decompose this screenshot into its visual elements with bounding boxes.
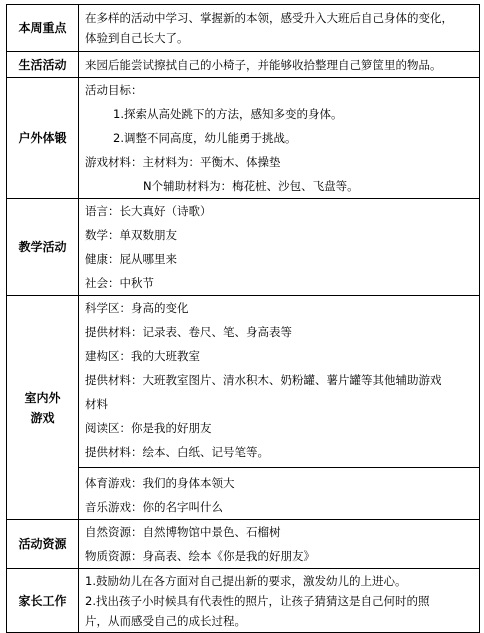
row-teaching-activities — [7, 199, 480, 296]
row-daily-life — [7, 52, 480, 78]
label-teaching-activities: 教学活动 — [7, 199, 79, 296]
row-indoor-outdoor-games — [7, 296, 480, 520]
label-activity-resources: 活动资源 — [7, 520, 79, 569]
label-outdoor-exercise: 户外体锻 — [7, 78, 79, 199]
area-line: 提供材料：记录表、卷尺、笔、身高表等 — [85, 325, 292, 339]
focus-line: 在多样的活动中学习、掌握新的本领，感受升入大班后自己身体的变化， — [85, 11, 453, 25]
label-daily-life: 生活活动 — [7, 52, 79, 78]
row-weekly-focus — [7, 5, 480, 52]
parent-line: 2.找出孩子小时候具有代表性的照片，让孩子猜猜这是自己何时的照 — [85, 593, 430, 608]
teaching-item: 健康：屁从哪里来 — [85, 252, 177, 266]
content-parent-work — [79, 569, 480, 633]
label-weekly-focus: 本周重点 — [7, 5, 79, 52]
area-line: 材料 — [85, 397, 108, 411]
teaching-item: 社会：中秋节 — [85, 276, 154, 290]
area-line: 建构区：我的大班教室 — [85, 349, 200, 363]
goal-item: 2.调整不同高度，幼儿能勇于挑战。 — [113, 131, 297, 145]
label-parent-work: 家长工作 — [7, 569, 79, 633]
music-game-line: 音乐游戏：你的名字叫什么 — [85, 500, 223, 514]
row-parent-work — [7, 569, 480, 633]
label-indoor-outdoor-games — [7, 296, 79, 520]
content-daily-life — [79, 52, 480, 78]
content-weekly-focus — [79, 5, 480, 52]
parent-line: 1.鼓励幼儿在各方面对自己提出新的要求，激发幼儿的上进心。 — [85, 573, 407, 588]
area-line: 提供材料：大班教室图片、清水积木、奶粉罐、薯片罐等其他辅助游戏 — [85, 373, 442, 387]
games-label-line: 游戏 — [30, 410, 55, 425]
goal-title: 活动目标： — [85, 83, 143, 97]
resource-item: 自然资源：自然博物馆中景色、石榴树 — [85, 525, 281, 539]
row-outdoor-exercise — [7, 78, 480, 199]
teaching-item: 语言：长大真好（诗歌） — [85, 204, 212, 218]
sports-game-line: 体育游戏：我们的身体本领大 — [85, 476, 235, 490]
sports-music-games — [79, 467, 479, 519]
area-line: 提供材料：绘本、白纸、记号笔等。 — [85, 445, 269, 459]
content-activity-resources — [79, 520, 480, 569]
content-teaching-activities — [79, 199, 480, 296]
content-indoor-outdoor-games — [79, 296, 480, 520]
goal-item: 1.探索从高处跳下的方法，感知多变的身体。 — [113, 107, 343, 121]
resource-item: 物质资源：身高表、绘本《你是我的好朋友》 — [85, 549, 315, 563]
materials-aux: N个辅助材料为：梅花桩、沙包、飞盘等。 — [143, 179, 359, 193]
parent-line: 片，从而感受自己的成长过程。 — [85, 613, 246, 628]
materials-main: 游戏材料：主材料为：平衡木、体操垫 — [85, 155, 281, 169]
weekly-plan-table — [6, 4, 480, 633]
row-activity-resources — [7, 520, 480, 569]
teaching-item: 数学：单双数朋友 — [85, 228, 177, 242]
games-label-line: 室内外 — [24, 390, 61, 405]
content-outdoor-exercise — [79, 78, 480, 199]
area-line: 科学区：身高的变化 — [85, 301, 189, 315]
focus-line: 体验到自己长大了。 — [85, 31, 189, 45]
area-line: 阅读区：你是我的好朋友 — [85, 421, 212, 435]
life-line: 来园后能尝试擦拭自己的小椅子，并能够收拾整理自己箩筐里的物品。 — [85, 57, 442, 72]
